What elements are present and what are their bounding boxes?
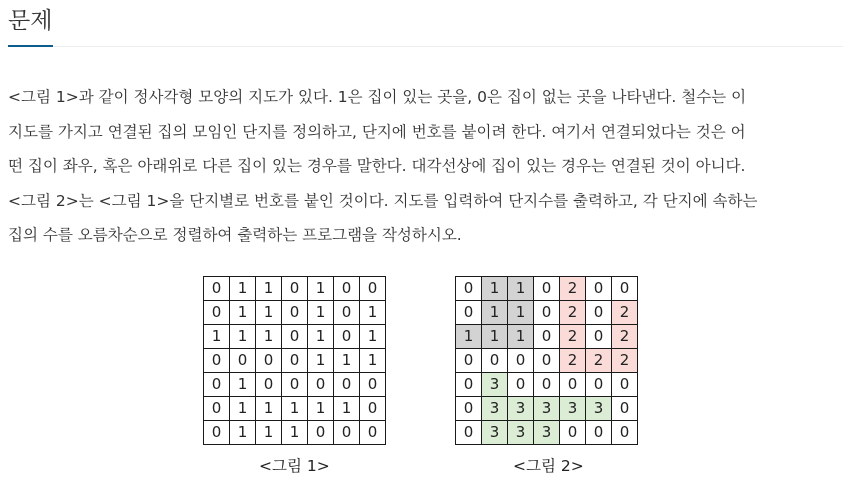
figure-2-grid-cell: 0 bbox=[456, 397, 482, 421]
figure-1-grid-cell: 1 bbox=[308, 301, 334, 325]
figure-2-grid-cell: 3 bbox=[534, 421, 560, 445]
figure-1-grid-cell: 0 bbox=[204, 277, 230, 301]
figure-1-grid-cell: 0 bbox=[308, 373, 334, 397]
figure-1-grid-cell: 0 bbox=[282, 301, 308, 325]
figure-1-grid-cell: 1 bbox=[256, 397, 282, 421]
figure-1-grid-cell: 1 bbox=[230, 277, 256, 301]
figure-2-grid-cell: 1 bbox=[508, 301, 534, 325]
figure-1-grid-cell: 0 bbox=[256, 349, 282, 373]
figure-2-grid-cell: 0 bbox=[534, 325, 560, 349]
figure-1-grid-cell: 0 bbox=[204, 397, 230, 421]
figure-2-grid-cell: 1 bbox=[456, 325, 482, 349]
figure-1-grid-cell: 1 bbox=[308, 397, 334, 421]
figure-2-grid-cell: 2 bbox=[612, 325, 638, 349]
figure-2-grid-cell: 1 bbox=[482, 301, 508, 325]
figure-1-grid-cell: 0 bbox=[334, 373, 360, 397]
figure-2-grid-cell: 1 bbox=[482, 277, 508, 301]
figure-1-grid-cell: 1 bbox=[360, 325, 386, 349]
description-line-1: <그림 1>과 같이 정사각형 모양의 지도가 있다. 1은 집이 있는 곳을, 0은 집이 없는 곳을 나타낸다. 철수는 이 bbox=[8, 88, 747, 106]
figure-1-grid-cell: 1 bbox=[334, 397, 360, 421]
figure-2-grid-cell: 0 bbox=[560, 421, 586, 445]
figure-2-caption: <그림 2> bbox=[513, 457, 584, 475]
figure-2-grid-cell: 0 bbox=[456, 349, 482, 373]
figure-1-grid-cell: 0 bbox=[360, 421, 386, 445]
figure-2-grid-cell: 0 bbox=[586, 301, 612, 325]
figure-2-grid-cell: 3 bbox=[586, 397, 612, 421]
figure-2-grid-cell: 0 bbox=[534, 373, 560, 397]
figure-1-grid-row bbox=[204, 421, 386, 445]
figure-2-grid-row bbox=[456, 325, 638, 349]
figure-1-grid-cell: 1 bbox=[230, 373, 256, 397]
figure-2-grid-cell: 0 bbox=[586, 373, 612, 397]
figure-1-caption: <그림 1> bbox=[259, 457, 330, 475]
figure-2-grid-cell: 0 bbox=[586, 421, 612, 445]
figure-1-grid-cell: 1 bbox=[334, 349, 360, 373]
figure-2-grid-cell: 0 bbox=[586, 277, 612, 301]
figure-1-grid-cell: 0 bbox=[256, 373, 282, 397]
figure-2-grid-cell: 0 bbox=[612, 397, 638, 421]
figure-2-grid-cell: 2 bbox=[586, 349, 612, 373]
figure-1-grid-cell: 0 bbox=[334, 301, 360, 325]
figure-2-grid-cell: 2 bbox=[560, 349, 586, 373]
figure-2-grid-cell: 0 bbox=[612, 421, 638, 445]
figure-1-grid-cell: 0 bbox=[282, 277, 308, 301]
figure-2-grid-cell: 3 bbox=[534, 397, 560, 421]
figure-1-grid-cell: 0 bbox=[282, 325, 308, 349]
description-line-3: 떤 집이 좌우, 혹은 아래위로 다른 집이 있는 경우를 말한다. 대각선상에 집이 있는 경우는 연결된 것이 아니다. bbox=[8, 157, 746, 176]
description-line-4: <그림 2>는 <그림 1>을 단지별로 번호를 붙인 것이다. 지도를 입력하여 단지수를 출력하고, 각 단지에 속하는 bbox=[8, 191, 758, 210]
figure-1-grid-cell: 1 bbox=[230, 325, 256, 349]
figure-2-grid-cell: 0 bbox=[456, 373, 482, 397]
figure-2-grid-cell: 3 bbox=[482, 373, 508, 397]
figure-1-grid-cell: 1 bbox=[308, 349, 334, 373]
figure-1-grid-cell: 0 bbox=[334, 421, 360, 445]
figure-1-grid-cell: 1 bbox=[204, 325, 230, 349]
figure-1-grid-cell: 1 bbox=[308, 277, 334, 301]
figure-2-grid-cell: 0 bbox=[508, 349, 534, 373]
figure-1-grid-row bbox=[204, 301, 386, 325]
figure-1-grid-cell: 0 bbox=[308, 421, 334, 445]
figure-2-grid-cell: 3 bbox=[560, 397, 586, 421]
figure-1-grid-cell: 1 bbox=[256, 301, 282, 325]
figure-2-grid-cell: 3 bbox=[508, 421, 534, 445]
figure-2-grid-cell: 2 bbox=[560, 325, 586, 349]
figure-2-grid-cell: 2 bbox=[560, 301, 586, 325]
figure-2-grid-cell: 0 bbox=[482, 349, 508, 373]
figure-1-grid-cell: 1 bbox=[282, 421, 308, 445]
figure-2-grid-cell: 0 bbox=[534, 349, 560, 373]
figure-2-grid-cell: 0 bbox=[612, 373, 638, 397]
figure-1-grid-row bbox=[204, 373, 386, 397]
figure-2-grid-row bbox=[456, 421, 638, 445]
figure-1-grid-cell: 0 bbox=[334, 325, 360, 349]
figure-1-grid-cell: 0 bbox=[360, 373, 386, 397]
figure-1-map-grid bbox=[203, 276, 386, 445]
figure-1-grid-cell: 1 bbox=[230, 301, 256, 325]
figure-2-grid-cell: 0 bbox=[456, 421, 482, 445]
figure-2-grid-cell: 0 bbox=[534, 301, 560, 325]
figure-2-grid-cell: 3 bbox=[508, 397, 534, 421]
title-divider bbox=[8, 46, 843, 47]
figure-2-grid-cell: 3 bbox=[482, 397, 508, 421]
figure-1-grid-cell: 0 bbox=[282, 349, 308, 373]
figure-1-grid-cell: 0 bbox=[334, 277, 360, 301]
figure-1-grid-cell: 0 bbox=[230, 349, 256, 373]
figure-1-grid-cell: 0 bbox=[204, 349, 230, 373]
figure-2-grid-cell: 1 bbox=[508, 277, 534, 301]
figure-1-grid-cell: 0 bbox=[360, 277, 386, 301]
figure-1-grid-cell: 0 bbox=[360, 397, 386, 421]
figure-1-grid-cell: 1 bbox=[256, 325, 282, 349]
figure-1-grid-row bbox=[204, 397, 386, 421]
problem-description bbox=[8, 80, 843, 253]
figure-2-grid-row bbox=[456, 301, 638, 325]
figure-2-grid-cell: 2 bbox=[612, 301, 638, 325]
figure-2-grid-row bbox=[456, 277, 638, 301]
figure-1-grid-cell: 0 bbox=[204, 421, 230, 445]
figure-2-grid-cell: 0 bbox=[534, 277, 560, 301]
figure-1-grid-cell: 1 bbox=[230, 421, 256, 445]
figure-2-grid-cell: 0 bbox=[612, 277, 638, 301]
figure-2-grid-cell: 0 bbox=[586, 325, 612, 349]
figure-1-grid-cell: 1 bbox=[308, 325, 334, 349]
figure-1-grid-cell: 0 bbox=[204, 373, 230, 397]
figure-2-grid-cell: 3 bbox=[482, 421, 508, 445]
figure-1-grid-cell: 1 bbox=[256, 277, 282, 301]
figure-1-grid-cell: 1 bbox=[256, 421, 282, 445]
figure-2-grid-cell: 0 bbox=[456, 301, 482, 325]
figure-2-grid-cell: 2 bbox=[560, 277, 586, 301]
figure-1-grid-cell: 0 bbox=[204, 301, 230, 325]
figure-1-grid-cell: 0 bbox=[282, 373, 308, 397]
description-line-2: 지도를 가지고 연결된 집의 모임인 단지를 정의하고, 단지에 번호를 붙이려 한다. 여기서 연결되었다는 것은 어 bbox=[8, 122, 746, 141]
figure-1-grid-cell: 1 bbox=[230, 397, 256, 421]
figure-2-grid-cell: 1 bbox=[482, 325, 508, 349]
figure-2-grid-row bbox=[456, 349, 638, 373]
figure-1-grid-row bbox=[204, 349, 386, 373]
title-accent-underline bbox=[8, 45, 53, 47]
description-line-5: 집의 수를 오름차순으로 정렬하여 출력하는 프로그램을 작성하시오. bbox=[8, 226, 462, 245]
figure-1-grid-cell: 1 bbox=[360, 349, 386, 373]
figure-1-grid-row bbox=[204, 325, 386, 349]
figure-2-labeled-map-grid bbox=[455, 276, 638, 445]
figure-2-grid-cell: 1 bbox=[508, 325, 534, 349]
figure-1-grid-cell: 1 bbox=[360, 301, 386, 325]
figure-1-grid-row bbox=[204, 277, 386, 301]
figure-2-grid-row bbox=[456, 373, 638, 397]
figure-1-grid-cell: 1 bbox=[282, 397, 308, 421]
figure-2-grid-row bbox=[456, 397, 638, 421]
figure-2-grid-cell: 0 bbox=[456, 277, 482, 301]
figure-2-grid-cell: 0 bbox=[560, 373, 586, 397]
figure-2-grid-cell: 0 bbox=[508, 373, 534, 397]
figure-2-grid-cell: 2 bbox=[612, 349, 638, 373]
section-title: 문제 bbox=[8, 8, 53, 34]
